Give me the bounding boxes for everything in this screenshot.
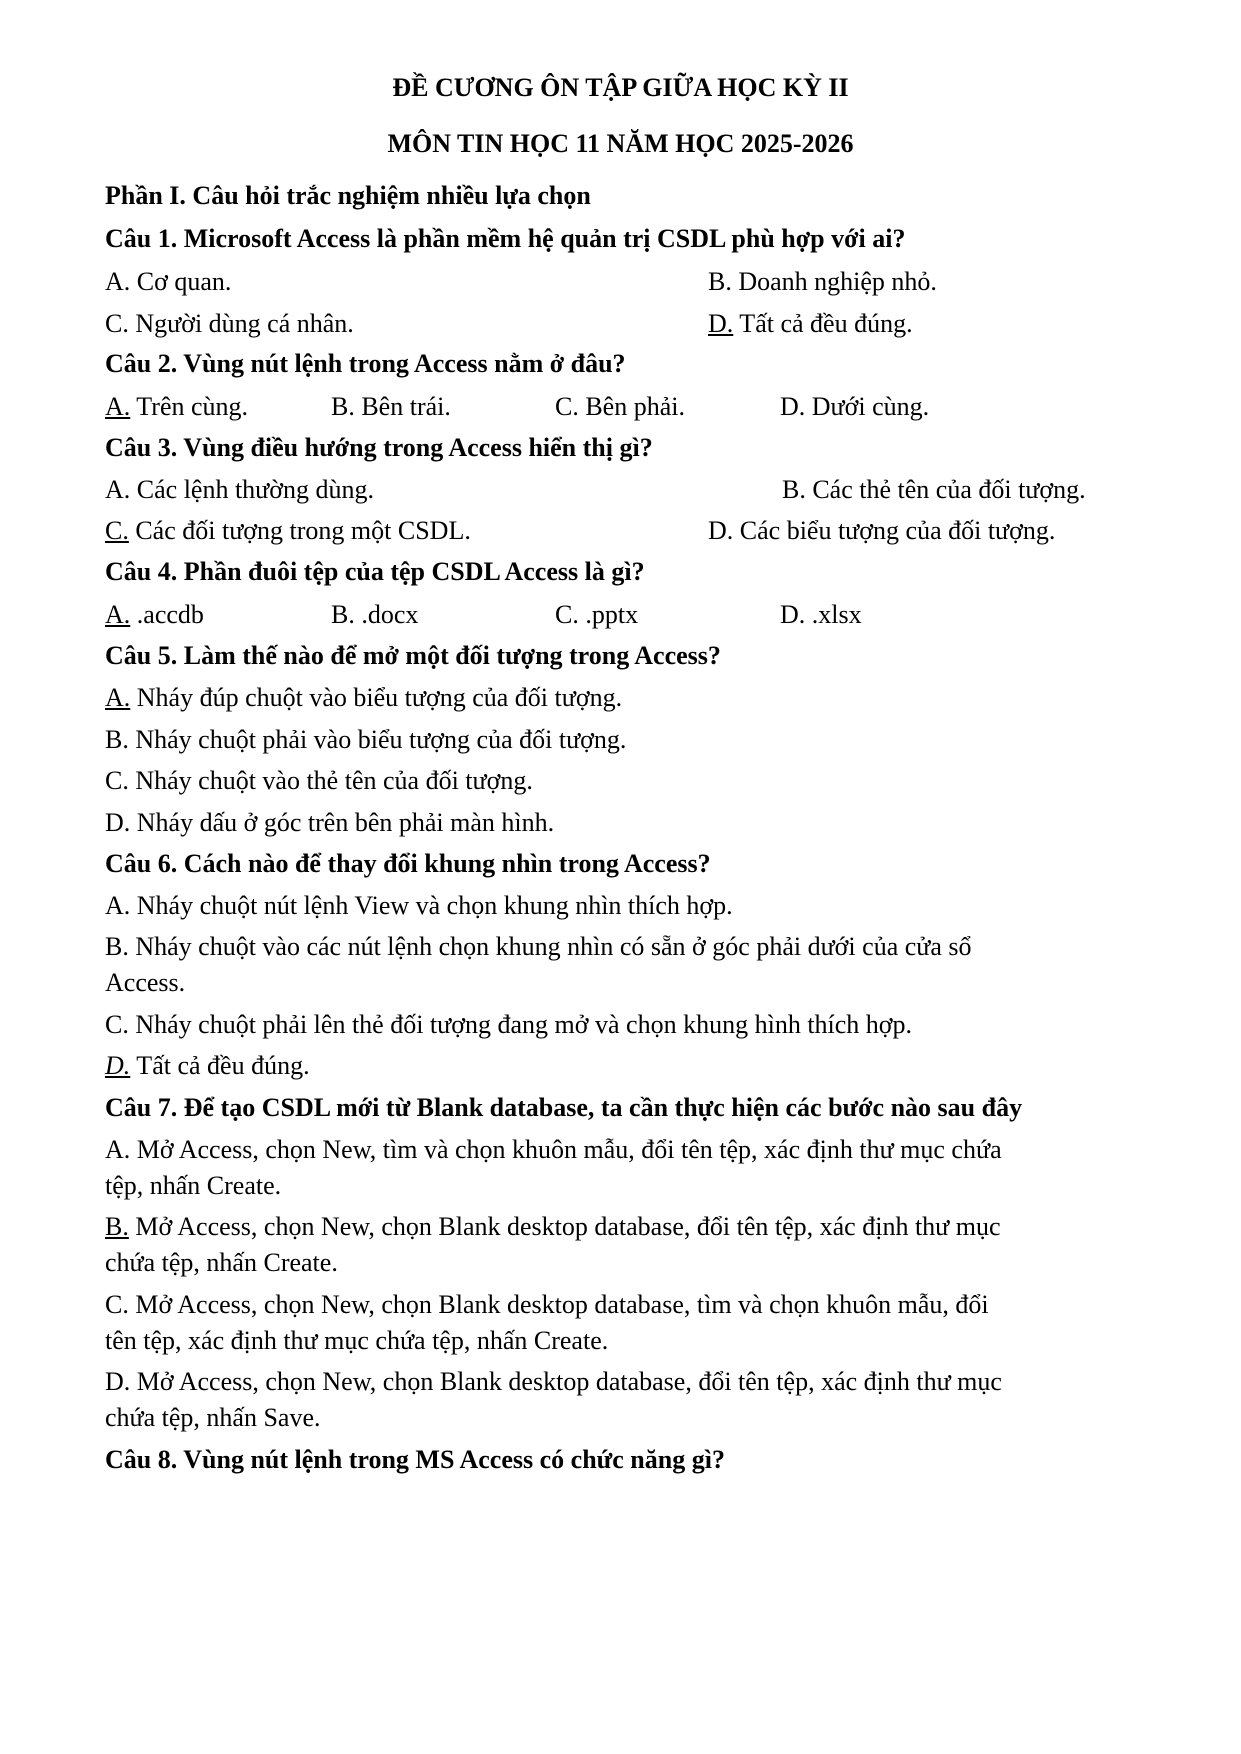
q5-option-d: D. Nháy dấu ở góc trên bên phải màn hình. (105, 808, 555, 837)
answer-key-marker: A. (105, 392, 131, 421)
q7-option-d-line-2: chứa tệp, nhấn Save. (105, 1403, 321, 1432)
answer-key-marker: A. (105, 600, 131, 629)
doc-title-2: MÔN TIN HỌC 11 NĂM HỌC 2025-2026 (387, 129, 854, 158)
q6-option-b-line-1: B. Nháy chuột vào các nút lệnh chọn khung nhìn có sẵn ở góc phải dưới của cửa sổ (105, 932, 972, 961)
q1-option-d: D. Tất cả đều đúng. (708, 309, 913, 338)
q3-option-c: C. Các đối tượng trong một CSDL. (105, 516, 471, 545)
q7-option-a-line-2: tệp, nhấn Create. (105, 1171, 282, 1200)
q7-option-c-line-2: tên tệp, xác định thư mục chứa tệp, nhấn Create. (105, 1326, 609, 1355)
question-4: Câu 4. Phần đuôi tệp của tệp CSDL Access là gì? (105, 557, 645, 586)
answer-key-marker: D. (708, 309, 734, 338)
question-5: Câu 5. Làm thế nào để mở một đối tượng trong Access? (105, 641, 721, 670)
q2-option-c: C. Bên phải. (555, 392, 685, 421)
q5-option-b: B. Nháy chuột phải vào biểu tượng của đối tượng. (105, 725, 627, 754)
q1-option-a: A. Cơ quan. (105, 267, 232, 296)
q6-option-c: C. Nháy chuột phải lên thẻ đối tượng đang mở và chọn khung hình thích hợp. (105, 1010, 913, 1039)
q3-option-b: B. Các thẻ tên của đối tượng. (782, 475, 1086, 504)
q5-option-c: C. Nháy chuột vào thẻ tên của đối tượng. (105, 766, 533, 795)
q4-option-a: A. .accdb (105, 600, 204, 629)
q2-option-d: D. Dưới cùng. (780, 392, 930, 421)
q6-option-b-line-2: Access. (105, 968, 186, 997)
question-8: Câu 8. Vùng nút lệnh trong MS Access có chức năng gì? (105, 1445, 725, 1474)
q4-option-b: B. .docx (331, 600, 419, 629)
q1-option-c: C. Người dùng cá nhân. (105, 309, 354, 338)
q4-option-c: C. .pptx (555, 600, 639, 629)
q7-option-b-line-2: chứa tệp, nhấn Create. (105, 1248, 338, 1277)
answer-key-marker: C. (105, 516, 129, 545)
question-3: Câu 3. Vùng điều hướng trong Access hiển thị gì? (105, 433, 653, 462)
q6-option-d: D. Tất cả đều đúng. (105, 1051, 310, 1080)
q7-option-b-line-1: B. Mở Access, chọn New, chọn Blank desktop database, đổi tên tệp, xác định thư mục (105, 1212, 1001, 1241)
q7-option-a-line-1: A. Mở Access, chọn New, tìm và chọn khuôn mẫu, đổi tên tệp, xác định thư mục chứa (105, 1135, 1002, 1164)
question-2: Câu 2. Vùng nút lệnh trong Access nằm ở đâu? (105, 349, 626, 378)
doc-title-1: ĐỀ CƯƠNG ÔN TẬP GIỮA HỌC KỲ II (392, 73, 849, 102)
q2-option-b: B. Bên trái. (331, 392, 451, 421)
q1-option-b: B. Doanh nghiệp nhỏ. (708, 267, 937, 296)
q7-option-c-line-1: C. Mở Access, chọn New, chọn Blank desktop database, tìm và chọn khuôn mẫu, đổi (105, 1290, 989, 1319)
q3-option-d: D. Các biểu tượng của đối tượng. (708, 516, 1056, 545)
answer-key-marker: D. (105, 1051, 131, 1080)
q7-option-d-line-1: D. Mở Access, chọn New, chọn Blank desktop database, đổi tên tệp, xác định thư mục (105, 1367, 1002, 1396)
answer-key-marker: B. (105, 1212, 129, 1241)
answer-key-marker: A. (105, 683, 131, 712)
q4-option-d: D. .xlsx (780, 600, 862, 629)
q5-option-a: A. Nháy đúp chuột vào biểu tượng của đối tượng. (105, 683, 623, 712)
q3-option-a: A. Các lệnh thường dùng. (105, 475, 375, 504)
question-1: Câu 1. Microsoft Access là phần mềm hệ quản trị CSDL phù hợp với ai? (105, 224, 906, 253)
q2-option-a: A. Trên cùng. (105, 392, 249, 421)
q6-option-a: A. Nháy chuột nút lệnh View và chọn khung nhìn thích hợp. (105, 891, 733, 920)
question-6: Câu 6. Cách nào để thay đổi khung nhìn trong Access? (105, 849, 711, 878)
section-heading: Phần I. Câu hỏi trắc nghiệm nhiều lựa chọn (105, 181, 591, 210)
question-7: Câu 7. Để tạo CSDL mới từ Blank database, ta cần thực hiện các bước nào sau đây (105, 1093, 1023, 1122)
